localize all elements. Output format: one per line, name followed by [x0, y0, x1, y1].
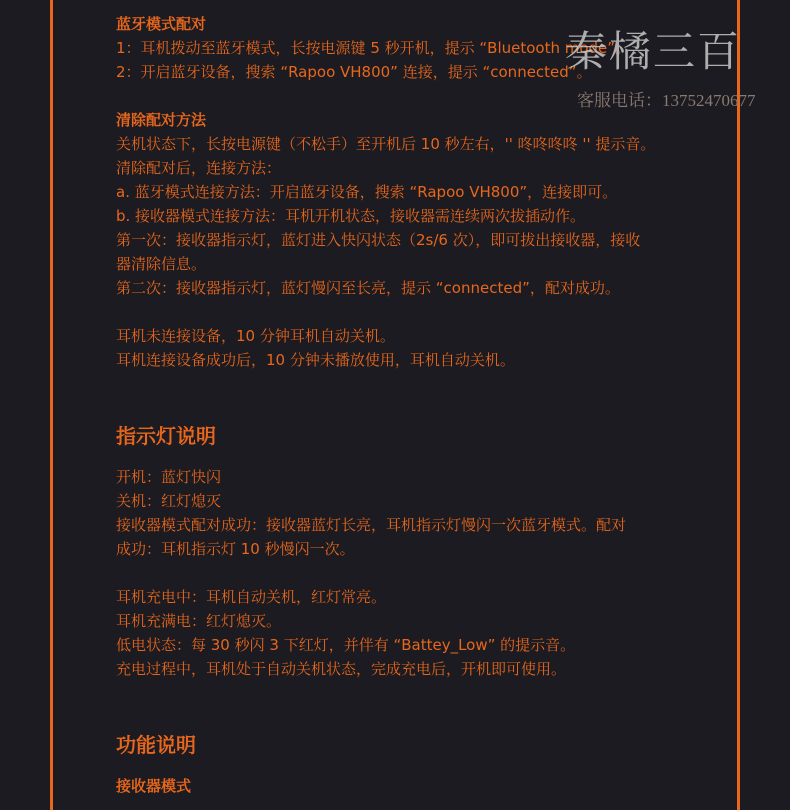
frame-right-border [737, 0, 740, 810]
indicator-line: 关机：红灯熄灭 [116, 492, 222, 510]
charge-line: 耳机充满电：红灯熄灭。 [116, 612, 282, 630]
clear-pairing-line: 器清除信息。 [116, 255, 207, 273]
indicator-line: 开机：蓝灯快闪 [116, 468, 222, 486]
indicator-section-title: 指示灯说明 [116, 424, 216, 448]
clear-pairing-heading: 清除配对方法 [116, 111, 207, 129]
clear-pairing-line: 第二次：接收器指示灯，蓝灯慢闪至长亮，提示 “connected”，配对成功。 [116, 279, 620, 297]
clear-pairing-line: 清除配对后，连接方法： [116, 159, 282, 177]
indicator-line: 接收器模式配对成功：接收器蓝灯长亮，耳机指示灯慢闪一次蓝牙模式。配对 [116, 516, 627, 534]
auto-off-line: 耳机未连接设备，10 分钟耳机自动关机。 [116, 327, 395, 345]
charge-line: 耳机充电中：耳机自动关机，红灯常亮。 [116, 588, 387, 606]
clear-pairing-line: 第一次：接收器指示灯，蓝灯进入快闪状态（2s/6 次），即可拔出接收器，接收 [116, 231, 641, 249]
watermark-phone: 客服电话：13752470677 [577, 91, 756, 110]
clear-pairing-line: 关机状态下，长按电源键（不松手）至开机后 10 秒左右，'' 咚咚咚咚 '' 提示音。 [116, 135, 656, 153]
charge-line: 充电过程中，耳机处于自动关机状态，完成充电后，开机即可使用。 [116, 660, 567, 678]
clear-pairing-line: b. 接收器模式连接方法：耳机开机状态，接收器需连续两次拔插动作。 [116, 207, 586, 225]
function-section-title: 功能说明 [116, 733, 196, 757]
watermark-brand: 秦橘三百 [565, 27, 742, 76]
receiver-mode-heading: 接收器模式 [116, 777, 192, 795]
pairing-step-2: 2：开启蓝牙设备，搜索 “Rapoo VH800” 连接，提示 “connected”。 [116, 63, 592, 81]
charge-line: 低电状态：每 30 秒闪 3 下红灯，并伴有 “Battey_Low” 的提示音。 [116, 636, 576, 654]
pairing-step-1: 1：耳机拨动至蓝牙模式，长按电源键 5 秒开机，提示 “Bluetooth mode”。 [116, 39, 631, 57]
frame-left-border [50, 0, 53, 810]
manual-content [116, 12, 726, 798]
pairing-heading: 蓝牙模式配对 [116, 15, 207, 33]
auto-off-line: 耳机连接设备成功后，10 分钟未播放使用，耳机自动关机。 [116, 351, 515, 369]
clear-pairing-line: a. 蓝牙模式连接方法：开启蓝牙设备，搜索 “Rapoo VH800”，连接即可。 [116, 183, 618, 201]
indicator-line: 成功：耳机指示灯 10 秒慢闪一次。 [116, 540, 355, 558]
